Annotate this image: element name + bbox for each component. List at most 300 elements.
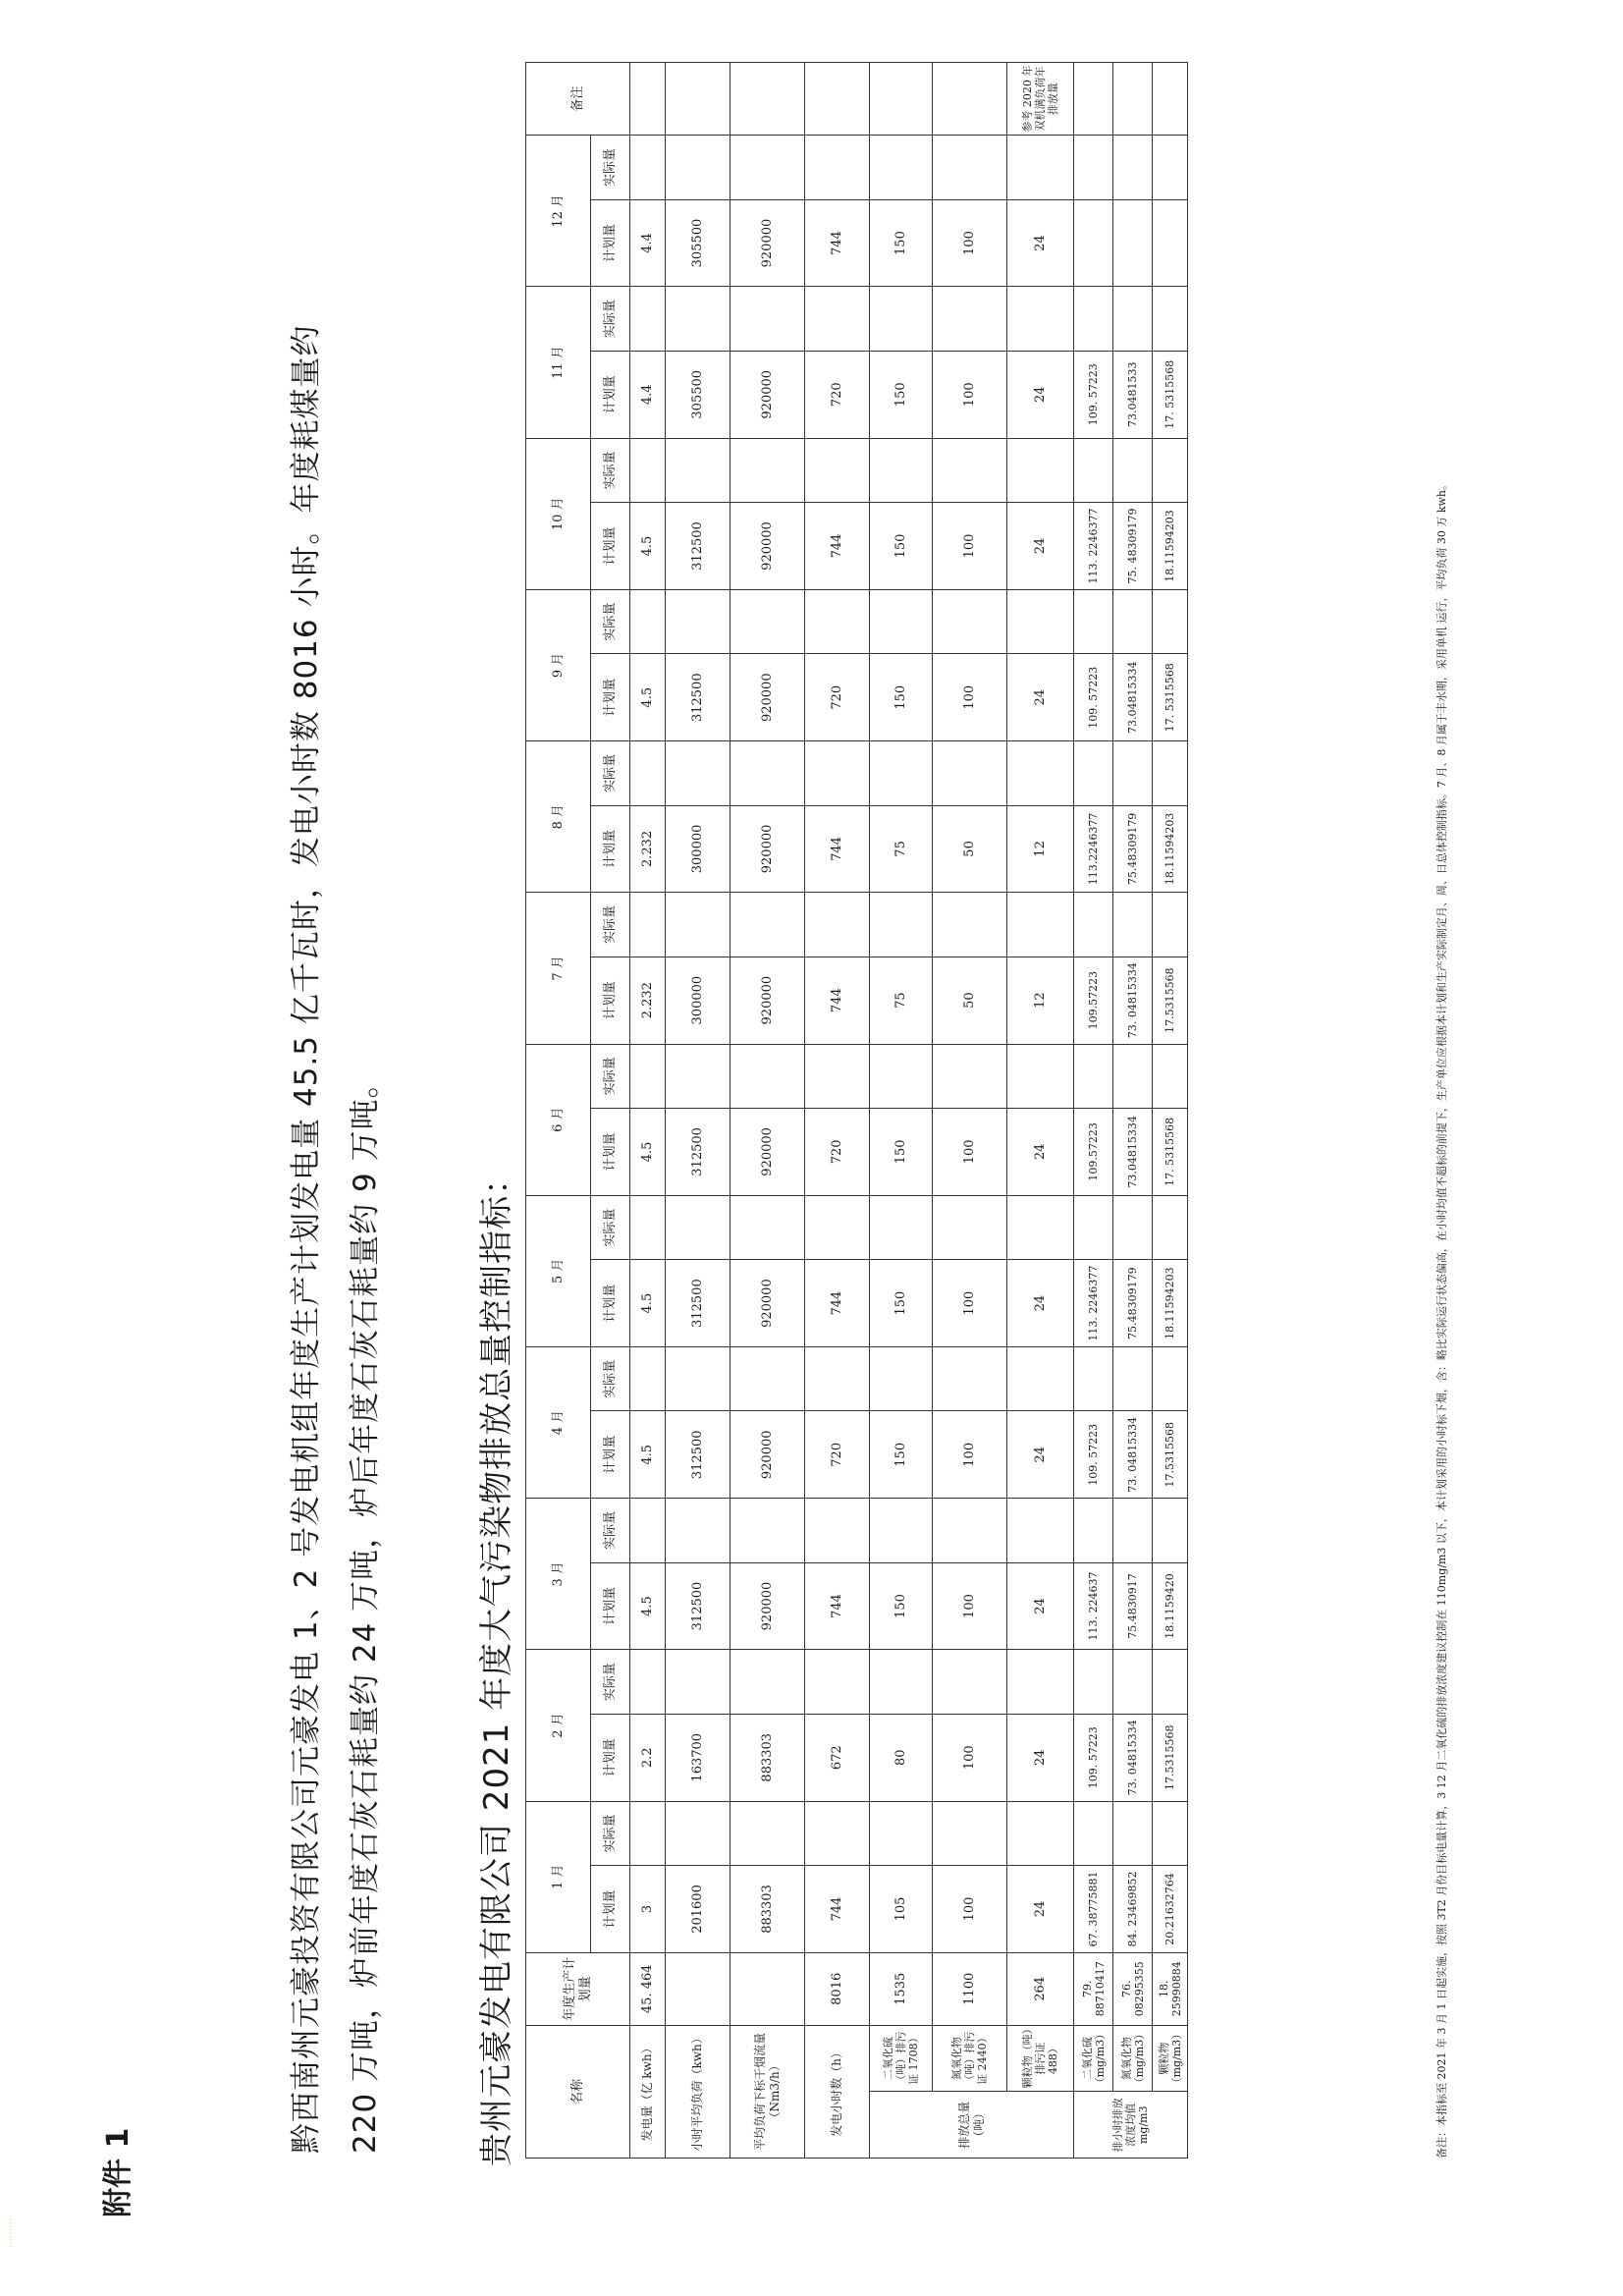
plan-value: 100 — [933, 1260, 1007, 1347]
actual-value — [933, 438, 1007, 502]
actual-value — [730, 287, 805, 351]
actual-value — [805, 1801, 870, 1865]
plan-value: 18.11594203 — [1153, 1260, 1188, 1347]
actual-value — [805, 893, 870, 957]
actual-value — [630, 1044, 666, 1108]
actual-value — [805, 1044, 870, 1108]
plan-value: 24 — [1007, 1562, 1074, 1650]
actual-value — [666, 1650, 730, 1714]
plan-value: 73.04815334 — [1113, 654, 1153, 741]
plan-value: 84. 23469852 — [1113, 1866, 1153, 1953]
plan-value: 920000 — [730, 503, 805, 590]
plan-value: 73. 04815334 — [1113, 1411, 1153, 1499]
group-label: 排小时排放浓度均值 mg/m3 — [1074, 2092, 1188, 2159]
actual-value — [730, 1346, 805, 1410]
plan-value: 17.5315568 — [1153, 1714, 1188, 1801]
plan-value: 150 — [870, 1562, 933, 1650]
header-actual: 实际量 — [591, 1801, 630, 1865]
plan-value: 73.0481533 — [1113, 351, 1153, 438]
plan-value: 100 — [933, 1411, 1007, 1499]
plan-value: 113.2246377 — [1074, 805, 1113, 893]
actual-value — [630, 1650, 666, 1714]
actual-value — [1074, 1801, 1113, 1865]
actual-value — [1007, 1499, 1074, 1562]
plan-value: 4.5 — [630, 1562, 666, 1650]
actual-value — [630, 287, 666, 351]
plan-value: 80 — [870, 1714, 933, 1801]
actual-value — [630, 589, 666, 653]
row-so2-total — [870, 63, 933, 2159]
plan-value — [1074, 199, 1113, 287]
remark-cell — [630, 63, 666, 136]
remark-cell — [730, 63, 805, 136]
actual-value — [1113, 136, 1153, 199]
actual-value — [1153, 1346, 1188, 1410]
plan-value: 24 — [1007, 199, 1074, 287]
plan-value: 920000 — [730, 351, 805, 438]
plan-value: 109. 57223 — [1074, 351, 1113, 438]
annual-value: 45. 464 — [630, 1952, 666, 2025]
actual-value — [666, 1499, 730, 1562]
plan-value: 75.48309179 — [1113, 805, 1153, 893]
plan-value: 744 — [805, 1260, 870, 1347]
actual-value — [1113, 1195, 1153, 1259]
actual-value — [870, 1195, 933, 1259]
header-month: 1 月 — [526, 1801, 591, 1952]
actual-value — [1113, 589, 1153, 653]
actual-value — [1074, 589, 1113, 653]
header-month: 8 月 — [526, 741, 591, 893]
plan-value: 4.5 — [630, 503, 666, 590]
actual-value — [805, 589, 870, 653]
header-plan: 计划量 — [591, 1562, 630, 1650]
actual-value — [1153, 1044, 1188, 1108]
header-plan: 计划量 — [591, 1714, 630, 1801]
actual-value — [1074, 893, 1113, 957]
remark-cell: 参考 2020 年双机满负荷年排放量 — [1007, 63, 1074, 136]
plan-value: 100 — [933, 1562, 1007, 1650]
plan-value: 4.4 — [630, 351, 666, 438]
actual-value — [1074, 1195, 1113, 1259]
actual-value — [870, 741, 933, 805]
remark-cell — [1113, 63, 1153, 136]
plan-value: 67. 38775881 — [1074, 1866, 1113, 1953]
actual-value — [870, 1801, 933, 1865]
plan-value: 744 — [805, 503, 870, 590]
plan-value: 300000 — [666, 805, 730, 893]
plan-value: 50 — [933, 957, 1007, 1044]
plan-value: 109.57223 — [1074, 1109, 1113, 1196]
actual-value — [1007, 287, 1074, 351]
actual-value — [666, 1801, 730, 1865]
row-flue-flow — [730, 63, 805, 2159]
actual-value — [630, 1499, 666, 1562]
actual-value — [1007, 136, 1074, 199]
actual-value — [1153, 438, 1188, 502]
emission-table — [525, 62, 1188, 2159]
plan-value: 109.57223 — [1074, 957, 1113, 1044]
header-actual: 实际量 — [591, 1195, 630, 1259]
plan-value: 312500 — [666, 654, 730, 741]
plan-value: 305500 — [666, 199, 730, 287]
actual-value — [1007, 438, 1074, 502]
header-plan: 计划量 — [591, 1109, 630, 1196]
plan-value: 920000 — [730, 1260, 805, 1347]
annual-value: 1100 — [933, 1952, 1007, 2025]
plan-value: 24 — [1007, 1109, 1074, 1196]
header-actual: 实际量 — [591, 1650, 630, 1714]
plan-value: 720 — [805, 1411, 870, 1499]
actual-value — [870, 1044, 933, 1108]
actual-value — [666, 1346, 730, 1410]
plan-value: 109. 57223 — [1074, 654, 1113, 741]
actual-value — [666, 287, 730, 351]
plan-value — [1113, 199, 1153, 287]
header-month: 11 月 — [526, 287, 591, 438]
header-plan: 计划量 — [591, 351, 630, 438]
actual-value — [1153, 287, 1188, 351]
actual-value — [1007, 1650, 1074, 1714]
plan-value — [1153, 199, 1188, 287]
plan-value: 720 — [805, 654, 870, 741]
plan-value: 73. 04815334 — [1113, 1714, 1153, 1801]
actual-value — [666, 589, 730, 653]
plan-value: 312500 — [666, 1260, 730, 1347]
plan-value: 100 — [933, 1866, 1007, 1953]
header-actual: 实际量 — [591, 136, 630, 199]
actual-value — [1007, 1801, 1074, 1865]
annual-value: 8016 — [805, 1952, 870, 2025]
plan-value: 24 — [1007, 654, 1074, 741]
group-label: 排放总量（吨） — [870, 2092, 1074, 2159]
plan-value: 883303 — [730, 1866, 805, 1953]
header-month: 6 月 — [526, 1044, 591, 1195]
row-nox-total — [933, 63, 1007, 2159]
plan-value: 75. 48309179 — [1113, 503, 1153, 590]
actual-value — [870, 893, 933, 957]
plan-value: 18.11594203 — [1153, 503, 1188, 590]
actual-value — [1113, 1650, 1153, 1714]
actual-value — [630, 741, 666, 805]
header-plan: 计划量 — [591, 654, 630, 741]
header-plan: 计划量 — [591, 503, 630, 590]
actual-value — [1074, 136, 1113, 199]
remark-cell — [870, 63, 933, 136]
plan-value: 100 — [933, 654, 1007, 741]
actual-value — [730, 1499, 805, 1562]
plan-value: 201600 — [666, 1866, 730, 1953]
actual-value — [730, 136, 805, 199]
actual-value — [1153, 1801, 1188, 1865]
plan-value: 744 — [805, 199, 870, 287]
plan-value: 50 — [933, 805, 1007, 893]
annual-value: 76. 08295355 — [1113, 1952, 1153, 2025]
plan-value: 24 — [1007, 1260, 1074, 1347]
header-actual: 实际量 — [591, 1499, 630, 1562]
actual-value — [1153, 1499, 1188, 1562]
plan-value: 720 — [805, 1109, 870, 1196]
actual-value — [933, 741, 1007, 805]
plan-value: 920000 — [730, 805, 805, 893]
header-plan: 计划量 — [591, 1260, 630, 1347]
plan-value: 920000 — [730, 957, 805, 1044]
plan-value: 3 — [630, 1866, 666, 1953]
actual-value — [870, 1499, 933, 1562]
actual-value — [933, 1801, 1007, 1865]
plan-value: 17.5315568 — [1153, 957, 1188, 1044]
actual-value — [870, 287, 933, 351]
actual-value — [630, 1346, 666, 1410]
actual-value — [1007, 1346, 1074, 1410]
header-month: 7 月 — [526, 893, 591, 1044]
actual-value — [933, 1346, 1007, 1410]
row-generation — [630, 63, 666, 2159]
plan-value: 312500 — [666, 1109, 730, 1196]
plan-value: 150 — [870, 1411, 933, 1499]
plan-value: 920000 — [730, 1109, 805, 1196]
plan-value: 150 — [870, 351, 933, 438]
plan-value: 744 — [805, 1562, 870, 1650]
actual-value — [666, 1195, 730, 1259]
row-label: 平均负荷下标干烟流量（Nm3/h） — [730, 2025, 805, 2158]
plan-value: 73. 04815334 — [1113, 957, 1153, 1044]
remark-cell — [1153, 63, 1188, 136]
plan-value: 100 — [933, 503, 1007, 590]
annual-value: 79. 88710417 — [1074, 1952, 1113, 2025]
plan-value: 150 — [870, 1109, 933, 1196]
plan-value: 18.11594203 — [1153, 805, 1188, 893]
header-actual: 实际量 — [591, 741, 630, 805]
actual-value — [805, 1650, 870, 1714]
plan-value: 75.4830917 — [1113, 1562, 1153, 1650]
actual-value — [666, 741, 730, 805]
plan-value: 17.5315568 — [1153, 1411, 1188, 1499]
actual-value — [870, 438, 933, 502]
row-label: 小时平均负荷（kwh） — [666, 2025, 730, 2158]
actual-value — [1113, 1044, 1153, 1108]
actual-value — [666, 893, 730, 957]
plan-value: 105 — [870, 1866, 933, 1953]
actual-value — [1153, 893, 1188, 957]
actual-value — [1074, 1346, 1113, 1410]
header-actual: 实际量 — [591, 287, 630, 351]
actual-value — [630, 136, 666, 199]
plan-value: 312500 — [666, 1562, 730, 1650]
actual-value — [1113, 1346, 1153, 1410]
annual-value — [730, 1952, 805, 2025]
plan-value: 12 — [1007, 957, 1074, 1044]
plan-value: 24 — [1007, 503, 1074, 590]
header-month: 4 月 — [526, 1346, 591, 1498]
plan-value: 150 — [870, 1260, 933, 1347]
header-row-plan-actual — [591, 63, 630, 2159]
actual-value — [1113, 438, 1153, 502]
actual-value — [630, 438, 666, 502]
actual-value — [805, 741, 870, 805]
plan-value: 17. 5315568 — [1153, 1109, 1188, 1196]
actual-value — [1113, 287, 1153, 351]
actual-value — [805, 1499, 870, 1562]
header-actual: 实际量 — [591, 893, 630, 957]
plan-value: 920000 — [730, 654, 805, 741]
header-month: 2 月 — [526, 1650, 591, 1801]
plan-value: 4.5 — [630, 1260, 666, 1347]
plan-value: 312500 — [666, 1411, 730, 1499]
plan-value: 109. 57223 — [1074, 1411, 1113, 1499]
plan-value: 744 — [805, 1866, 870, 1953]
row-label: 发电小时数（h） — [805, 2025, 870, 2158]
annual-value: 1535 — [870, 1952, 933, 2025]
actual-value — [1153, 589, 1188, 653]
actual-value — [1007, 1044, 1074, 1108]
row-hours — [805, 63, 870, 2159]
plan-value: 113. 2246377 — [1074, 503, 1113, 590]
actual-value — [1074, 1499, 1113, 1562]
plan-value: 24 — [1007, 1714, 1074, 1801]
header-month: 10 月 — [526, 438, 591, 589]
plan-value: 24 — [1007, 351, 1074, 438]
plan-value: 883303 — [730, 1714, 805, 1801]
header-plan: 计划量 — [591, 1866, 630, 1953]
header-month: 12 月 — [526, 136, 591, 287]
plan-value: 75.48309179 — [1113, 1260, 1153, 1347]
actual-value — [1113, 1499, 1153, 1562]
row-so2-conc — [1074, 63, 1113, 2159]
plan-value: 300000 — [666, 957, 730, 1044]
actual-value — [933, 136, 1007, 199]
plan-value: 12 — [1007, 805, 1074, 893]
actual-value — [630, 1801, 666, 1865]
plan-value: 4.5 — [630, 654, 666, 741]
row-hourly-load — [666, 63, 730, 2159]
actual-value — [1113, 893, 1153, 957]
header-actual: 实际量 — [591, 1044, 630, 1108]
plan-value: 17. 5315568 — [1153, 351, 1188, 438]
actual-value — [805, 1346, 870, 1410]
actual-value — [1153, 741, 1188, 805]
plan-value: 109. 57223 — [1074, 1714, 1113, 1801]
actual-value — [805, 287, 870, 351]
actual-value — [1074, 741, 1113, 805]
actual-value — [666, 136, 730, 199]
header-month: 3 月 — [526, 1499, 591, 1650]
actual-value — [1113, 741, 1153, 805]
plan-value: 920000 — [730, 1411, 805, 1499]
scan-mark: ⋮ ⋮ ⋮ — [6, 2218, 16, 2249]
row-pm-total — [1007, 63, 1074, 2159]
plan-value: 113. 224637 — [1074, 1562, 1113, 1650]
plan-value: 100 — [933, 199, 1007, 287]
table-title: 贵州元豪发电有限公司 2021 年度大气污染物排放总量控制指标： — [477, 1160, 516, 2166]
row-pm-conc — [1153, 63, 1188, 2159]
actual-value — [933, 287, 1007, 351]
plan-value: 73.04815334 — [1113, 1109, 1153, 1196]
plan-value: 150 — [870, 654, 933, 741]
actual-value — [933, 1650, 1007, 1714]
row-label: 二氧化硫（mg/m3） — [1074, 2025, 1113, 2092]
header-plan: 计划量 — [591, 805, 630, 893]
header-plan: 计划量 — [591, 199, 630, 287]
plan-value: 100 — [933, 1714, 1007, 1801]
remark-cell — [805, 63, 870, 136]
actual-value — [1007, 589, 1074, 653]
header-actual: 实际量 — [591, 1346, 630, 1410]
actual-value — [666, 1044, 730, 1108]
annual-value: 264 — [1007, 1952, 1074, 2025]
actual-value — [1007, 741, 1074, 805]
remark-cell — [1074, 63, 1113, 136]
actual-value — [1153, 1650, 1188, 1714]
actual-value — [630, 1195, 666, 1259]
actual-value — [933, 1044, 1007, 1108]
remark-cell — [666, 63, 730, 136]
plan-value: 4.5 — [630, 1411, 666, 1499]
plan-value: 920000 — [730, 199, 805, 287]
actual-value — [630, 893, 666, 957]
actual-value — [933, 589, 1007, 653]
actual-value — [1074, 438, 1113, 502]
remark-cell — [933, 63, 1007, 136]
actual-value — [1074, 287, 1113, 351]
actual-value — [870, 589, 933, 653]
plan-value: 17. 5315568 — [1153, 654, 1188, 741]
plan-value: 305500 — [666, 351, 730, 438]
actual-value — [666, 438, 730, 502]
actual-value — [1074, 1650, 1113, 1714]
row-label: 发电量（亿 kwh） — [630, 2025, 666, 2158]
plan-value: 744 — [805, 957, 870, 1044]
actual-value — [730, 1195, 805, 1259]
plan-value: 920000 — [730, 1562, 805, 1650]
actual-value — [805, 438, 870, 502]
attachment-label: 附件 1 — [101, 2127, 135, 2217]
row-label: 颗粒物（mg/m3） — [1153, 2025, 1188, 2092]
plan-value: 24 — [1007, 1866, 1074, 1953]
actual-value — [870, 1346, 933, 1410]
plan-value: 75 — [870, 957, 933, 1044]
plan-value: 100 — [933, 351, 1007, 438]
plan-value: 4.5 — [630, 1109, 666, 1196]
annual-value — [666, 1952, 730, 2025]
plan-value: 100 — [933, 1109, 1007, 1196]
actual-value — [730, 438, 805, 502]
plan-value: 163700 — [666, 1714, 730, 1801]
plan-value: 4.4 — [630, 199, 666, 287]
row-label: 二氧化硫（吨）排污证 1708） — [870, 2025, 933, 2092]
row-label: 氮氧化物（mg/m3） — [1113, 2025, 1153, 2092]
actual-value — [870, 136, 933, 199]
actual-value — [730, 893, 805, 957]
header-actual: 实际量 — [591, 589, 630, 653]
header-month: 9 月 — [526, 589, 591, 740]
plan-value: 75 — [870, 805, 933, 893]
actual-value — [1074, 1044, 1113, 1108]
actual-value — [805, 136, 870, 199]
plan-value: 672 — [805, 1714, 870, 1801]
intro-paragraph: 黔西南州元豪投资有限公司元豪发电 1、2 号发电机组年度生产计划发电量 45.5 亿千瓦时，发电小时数 8016 小时。年度耗煤量约 220 万吨，炉前年度石灰石耗量约 24 万吨，炉后年度石灰石耗量约 9 万吨。 — [289, 324, 383, 2154]
header-plan: 计划量 — [591, 1411, 630, 1499]
plan-value: 312500 — [666, 503, 730, 590]
actual-value — [730, 741, 805, 805]
header-name: 名称 — [526, 2025, 630, 2158]
annual-value: 18. 25990884 — [1153, 1952, 1188, 2025]
plan-value: 113. 2246377 — [1074, 1260, 1113, 1347]
header-plan: 计划量 — [591, 957, 630, 1044]
actual-value — [1153, 1195, 1188, 1259]
actual-value — [730, 1801, 805, 1865]
row-nox-conc — [1113, 63, 1153, 2159]
header-actual: 实际量 — [591, 438, 630, 502]
